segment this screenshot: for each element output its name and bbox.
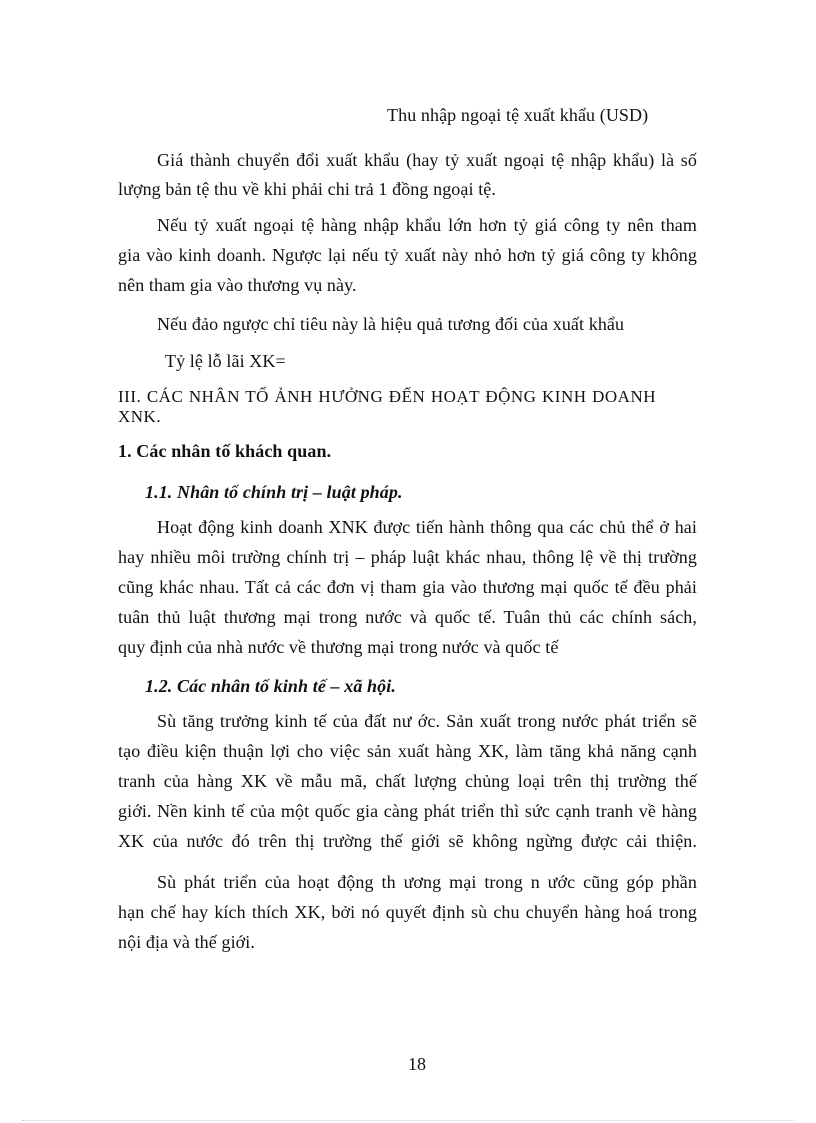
paragraph-line: gia vào kinh doanh. Ngược lại nếu tỷ xuất này nhỏ hơn tỷ giá công ty không — [118, 245, 697, 265]
section-heading: III. CÁC NHÂN TỐ ẢNH HƯỞNG ĐẾN HOẠT ĐỘNG KINH DOANH — [118, 387, 656, 406]
page-bottom-divider — [22, 1120, 794, 1121]
paragraph-line: Nếu đảo ngược chỉ tiêu này là hiệu quả tương đối của xuất khẩu — [157, 314, 625, 334]
paragraph-line: XK của nước đó trên thị trường thế giới sẽ không ngừng được cải thiện. — [118, 831, 697, 851]
paragraph-line: Giá thành chuyển đổi xuất khẩu (hay tỷ xuất ngoại tệ nhập khẩu) là số — [157, 150, 697, 170]
section-heading: XNK. — [118, 407, 162, 426]
subsection-heading: 1.1. Nhân tố chính trị – luật pháp. — [145, 482, 403, 502]
paragraph-line: Hoạt động kinh doanh XNK được tiến hành thông qua các chủ thể ở hai — [157, 517, 697, 537]
paragraph-line: hạn chế hay kích thích XK, bởi nó quyết định sù chu chuyển hàng hoá trong — [118, 902, 697, 922]
subsection-heading: 1. Các nhân tố khách quan. — [118, 441, 332, 461]
paragraph-line: giới. Nền kinh tế của một quốc gia càng phát triển thì sức cạnh tranh về hàng — [118, 801, 697, 821]
ratio-label: Tỷ lệ lỗ lãi XK= — [165, 351, 286, 371]
paragraph-line: hay nhiều môi trường chính trị – pháp luật khác nhau, thông lệ về thị trường — [118, 547, 697, 567]
formula-denominator: Thu nhập ngoại tệ xuất khẩu (USD) — [387, 105, 649, 125]
paragraph-line: Sù phát triển của hoạt động th ương mại trong n ước cũng góp phần — [157, 872, 697, 892]
paragraph-line: nội địa và thế giới. — [118, 932, 255, 952]
paragraph-line: cũng khác nhau. Tất cả các đơn vị tham gia vào thương mại quốc tế đều phải — [118, 577, 697, 597]
paragraph-line: nên tham gia vào thương vụ này. — [118, 275, 357, 295]
paragraph-line: Sù tăng trưởng kinh tế của đất nư ớc. Sản xuất trong nước phát triển sẽ — [157, 711, 697, 731]
paragraph-line: tạo điều kiện thuận lợi cho việc sản xuất hàng XK, làm tăng khả năng cạnh — [118, 741, 697, 761]
paragraph-line: quy định của nhà nước về thương mại trong nước và quốc tế — [118, 637, 559, 657]
paragraph-line: Nếu tỷ xuất ngoại tệ hàng nhập khẩu lớn hơn tỷ giá công ty nên tham — [157, 215, 697, 235]
paragraph-line: lượng bản tệ thu về khi phải chi trả 1 đồng ngoại tệ. — [118, 179, 496, 199]
subsection-heading: 1.2. Các nhân tố kinh tế – xã hội. — [145, 676, 396, 696]
page-number: 18 — [408, 1054, 426, 1074]
paragraph-line: tuân thủ luật thương mại trong nước và quốc tế. Tuân thủ các chính sách, — [118, 607, 697, 627]
paragraph-line: tranh của hàng XK về mẫu mã, chất lượng chủng loại trên thị trường thế — [118, 771, 697, 791]
